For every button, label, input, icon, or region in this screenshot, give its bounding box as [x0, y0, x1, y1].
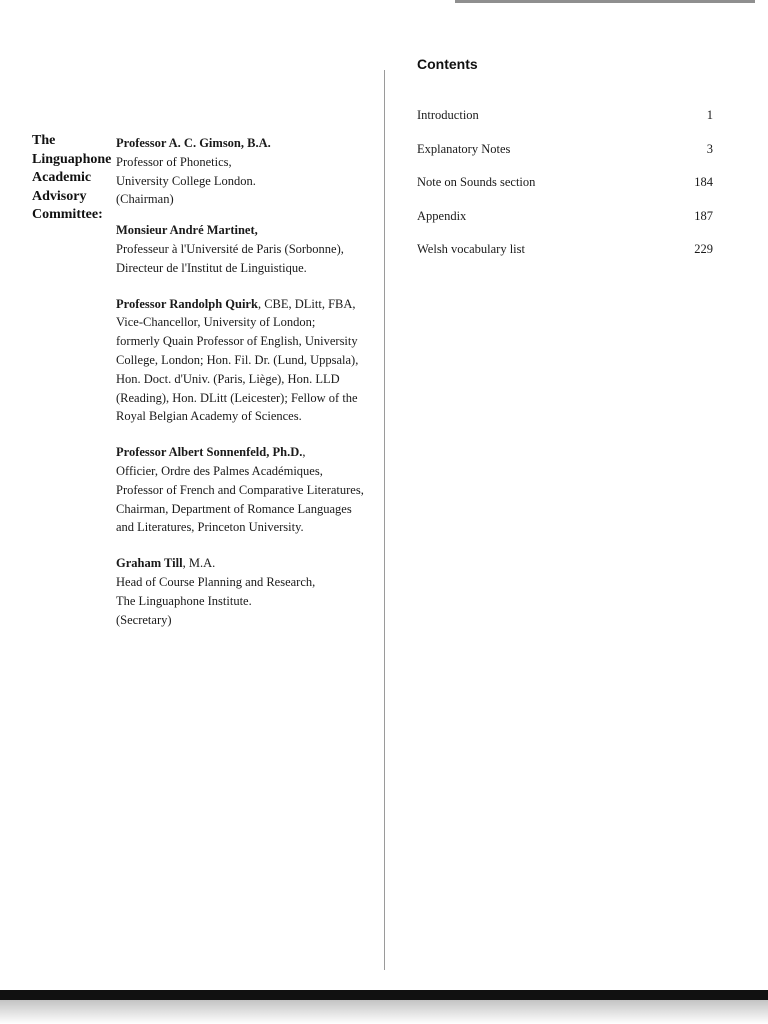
- contents-entry-page: 229: [694, 242, 713, 256]
- contents-entry-label: Appendix: [417, 208, 467, 223]
- scan-bottom-shadow: [0, 1000, 768, 1024]
- contents-entry-label: Welsh vocabulary list: [417, 242, 525, 256]
- book-spine: [384, 70, 385, 970]
- committee-member: [116, 221, 378, 277]
- member-detail: Royal Belgian Academy of Sciences.: [116, 409, 302, 424]
- member-name: Professor Randolph Quirk: [116, 296, 258, 311]
- member-detail: (Secretary): [116, 612, 172, 627]
- committee-heading-line: Committee:: [32, 207, 103, 222]
- scan-edge-shadow: [455, 0, 755, 3]
- contents-entry[interactable]: [417, 175, 713, 209]
- member-detail: College, London; Hon. Fil. Dr. (Lund, Uppsala),: [116, 352, 359, 367]
- member-name: Professor Albert Sonnenfeld, Ph.D.: [116, 445, 303, 460]
- contents-entry-page: 184: [694, 175, 713, 189]
- contents-entry-label: Introduction: [417, 108, 479, 122]
- member-name: Professor A. C. Gimson, B.A.: [116, 136, 271, 150]
- member-detail: (Reading), Hon. DLitt (Leicester); Fellow of the: [116, 390, 358, 405]
- contents-entry-page: 1: [706, 108, 713, 122]
- committee-heading-line: The: [32, 133, 56, 148]
- member-detail: Professor of French and Comparative Literatures,: [116, 482, 364, 497]
- member-detail: and Literatures, Princeton University.: [116, 520, 304, 535]
- member-detail: University College London.: [116, 173, 256, 188]
- member-name-suffix: ,: [302, 445, 306, 460]
- member-detail: Hon. Doct. d'Univ. (Paris, Liège), Hon. LLD: [116, 371, 340, 386]
- member-detail: The Linguaphone Institute.: [116, 593, 252, 608]
- committee-member: [116, 554, 378, 629]
- contents-entry-page: 3: [706, 141, 713, 156]
- committee-members: [116, 134, 378, 646]
- committee-member: [116, 295, 378, 427]
- member-detail: Professeur à l'Université de Paris (Sorbonne),: [116, 241, 344, 256]
- member-detail: Officier, Ordre des Palmes Académiques,: [116, 463, 323, 478]
- contents-entry-label: Note on Sounds section: [417, 175, 536, 189]
- member-name-suffix: , M.A.: [182, 556, 216, 571]
- committee-member: [116, 134, 378, 209]
- member-detail: Chairman, Department of Romance Languages: [116, 501, 352, 516]
- member-detail: Professor of Phonetics,: [116, 154, 232, 169]
- contents-entry[interactable]: [417, 108, 713, 142]
- contents-title: Contents: [417, 56, 478, 72]
- contents-entry-label: Explanatory Notes: [417, 141, 511, 156]
- member-detail: Directeur de l'Institut de Linguistique.: [116, 260, 307, 275]
- contents-entry-page: 187: [694, 208, 713, 223]
- committee-member: [116, 443, 378, 537]
- member-detail: Vice-Chancellor, University of London;: [116, 315, 316, 330]
- contents-entry[interactable]: [417, 142, 713, 176]
- member-name: Monsieur André Martinet,: [116, 223, 258, 238]
- committee-heading: [32, 132, 116, 225]
- member-detail: formerly Quain Professor of English, University: [116, 334, 358, 349]
- committee-heading-line: Academic: [32, 170, 92, 185]
- scan-binding-shadow: [0, 990, 768, 1000]
- member-detail: Head of Course Planning and Research,: [116, 574, 316, 589]
- contents-entry[interactable]: [417, 209, 713, 243]
- member-detail: (Chairman): [116, 192, 174, 207]
- contents-entry[interactable]: [417, 242, 713, 276]
- committee-heading-line: Linguaphone: [32, 151, 112, 167]
- contents-list: [417, 108, 713, 276]
- committee-heading-line: Advisory: [32, 188, 87, 204]
- member-name: Graham Till: [116, 556, 183, 571]
- member-name-suffix: , CBE, DLitt, FBA,: [257, 296, 356, 311]
